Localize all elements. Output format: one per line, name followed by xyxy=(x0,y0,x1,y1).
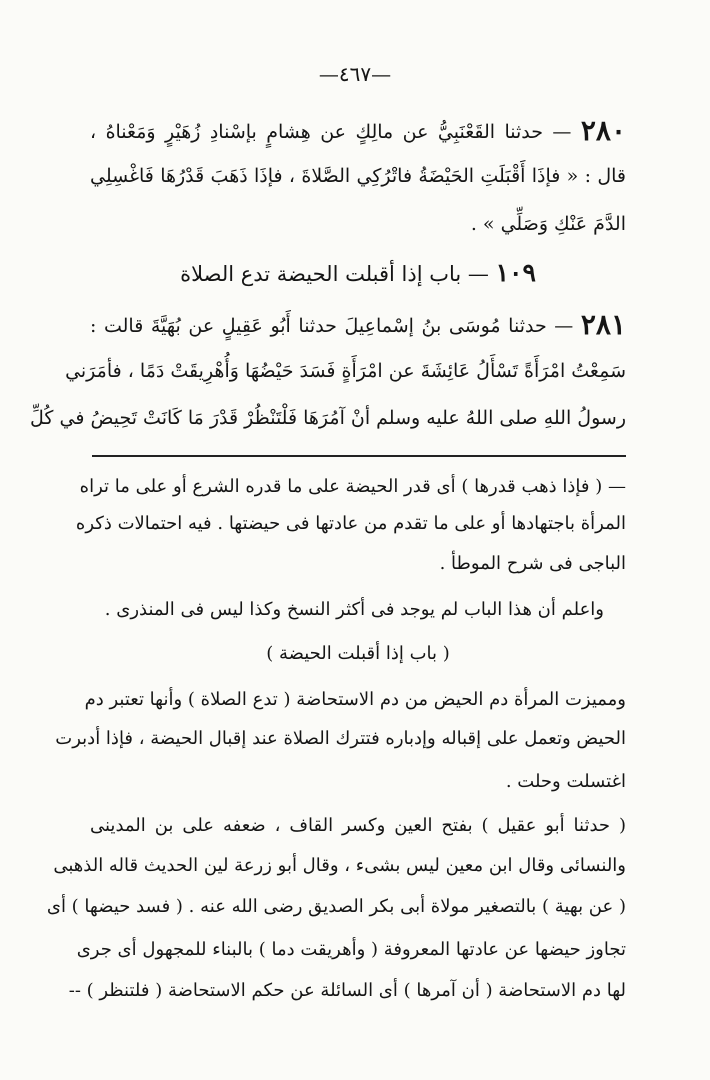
hadith-281-line-3: رسولُ اللهِ صلى اللهُ عليه وسلم أنْ آمُرَهَا فَلْتَنْظُرْ قَدْرَ مَا كَانَتْ تَحِيضُ في كُلِّ xyxy=(30,407,626,429)
note-line: ( عن بهية ) بالتصغير مولاة أبى بكر الصديق رضى الله عنه . ( فسد حيضها ) أى xyxy=(46,896,626,917)
page-number: —٤٦٧— xyxy=(318,62,392,86)
note-line: المرأة باجتهادها أو على ما تقدم من عادتها فى حيضتها . فيه احتمالات ذكره xyxy=(75,513,626,534)
chapter-title: — باب إذا أقبلت الحيضة تدع الصلاة xyxy=(180,262,489,286)
hadith-280-line-3: الدَّمَ عَنْكِ وَصَلِّي » . xyxy=(470,213,626,235)
hadith-281-line-1 xyxy=(90,310,626,344)
note-subheading: ( باب إذا أقبلت الحيضة ) xyxy=(266,643,450,664)
note-line: الحيض وتعمل على إقباله وإدباره فتترك الصلاة عند إقبال الحيضة ، فإذا أدبرت xyxy=(55,728,626,749)
chapter-number: ١٠٩ xyxy=(495,258,536,287)
note-line: والنسائى وقال ابن معين ليس بشىء ، وقال أبو زرعة لين الحديث قاله الذهبى xyxy=(53,855,626,876)
note-line: تجاوز حيضها عن عادتها المعروفة ( وأهريقت دما ) بالبناء للمجهول أى جرى xyxy=(76,939,626,960)
note-line: ( حدثنا أبو عقيل ) بفتح العين وكسر القاف ، ضعفه على بن المدينى xyxy=(90,815,626,836)
note-line: ومميزت المرأة دم الحيض من دم الاستحاضة ( تدع الصلاة ) وأنها تعتبر دم xyxy=(84,689,626,710)
note-line: — ( فإذا ذهب قدرها ) أى قدر الحيضة على ما قدره الشرع أو على ما تراه xyxy=(79,476,626,497)
hadith-280-number: ٢٨٠ xyxy=(580,114,626,147)
hadith-280-text-1: — حدثنا القَعْنَبِيُّ عن مالِكٍ عن هِشامٍ بإسْنادِ زُهَيْرٍ وَمَعْناهُ ، xyxy=(90,121,572,143)
footnote-divider xyxy=(92,455,626,457)
note-line: لها دم الاستحاضة ( أن آمرها ) أى السائلة عن حكم الاستحاضة ( فلتنظر ) -- xyxy=(68,980,626,1001)
hadith-281-line-2: سَمِعْتُ امْرَأَةً تَسْأَلُ عَائِشَةَ عن امْرَأَةٍ فَسَدَ حَيْضُهَا وَأُهْرِيقَتْ دَمًا ، فأمَرَني xyxy=(65,360,626,382)
chapter-heading xyxy=(90,258,626,289)
note-line: اغتسلت وحلت . xyxy=(505,771,626,792)
hadith-280-line-1 xyxy=(90,116,626,150)
note-line: واعلم أن هذا الباب لم يوجد فى أكثر النسخ وكذا ليس فى المنذرى . xyxy=(104,599,604,620)
hadith-280-line-2: قال : « فإذَا أَقْبَلَتِ الحَيْضَةُ فاتْرُكِي الصَّلاةَ ، فإذَا ذَهَبَ قَدْرُهَا فَاغْسِلِي xyxy=(90,165,626,187)
hadith-281-text-1: — حدثنا مُوسَى بنُ إسْماعِيلَ حدثنا أَبُو عَقِيلٍ عن بُهَيَّةَ قالت : xyxy=(90,315,574,337)
note-line: الباجى فى شرح الموطأ . xyxy=(439,553,626,574)
hadith-281-number: ٢٨١ xyxy=(580,308,626,341)
